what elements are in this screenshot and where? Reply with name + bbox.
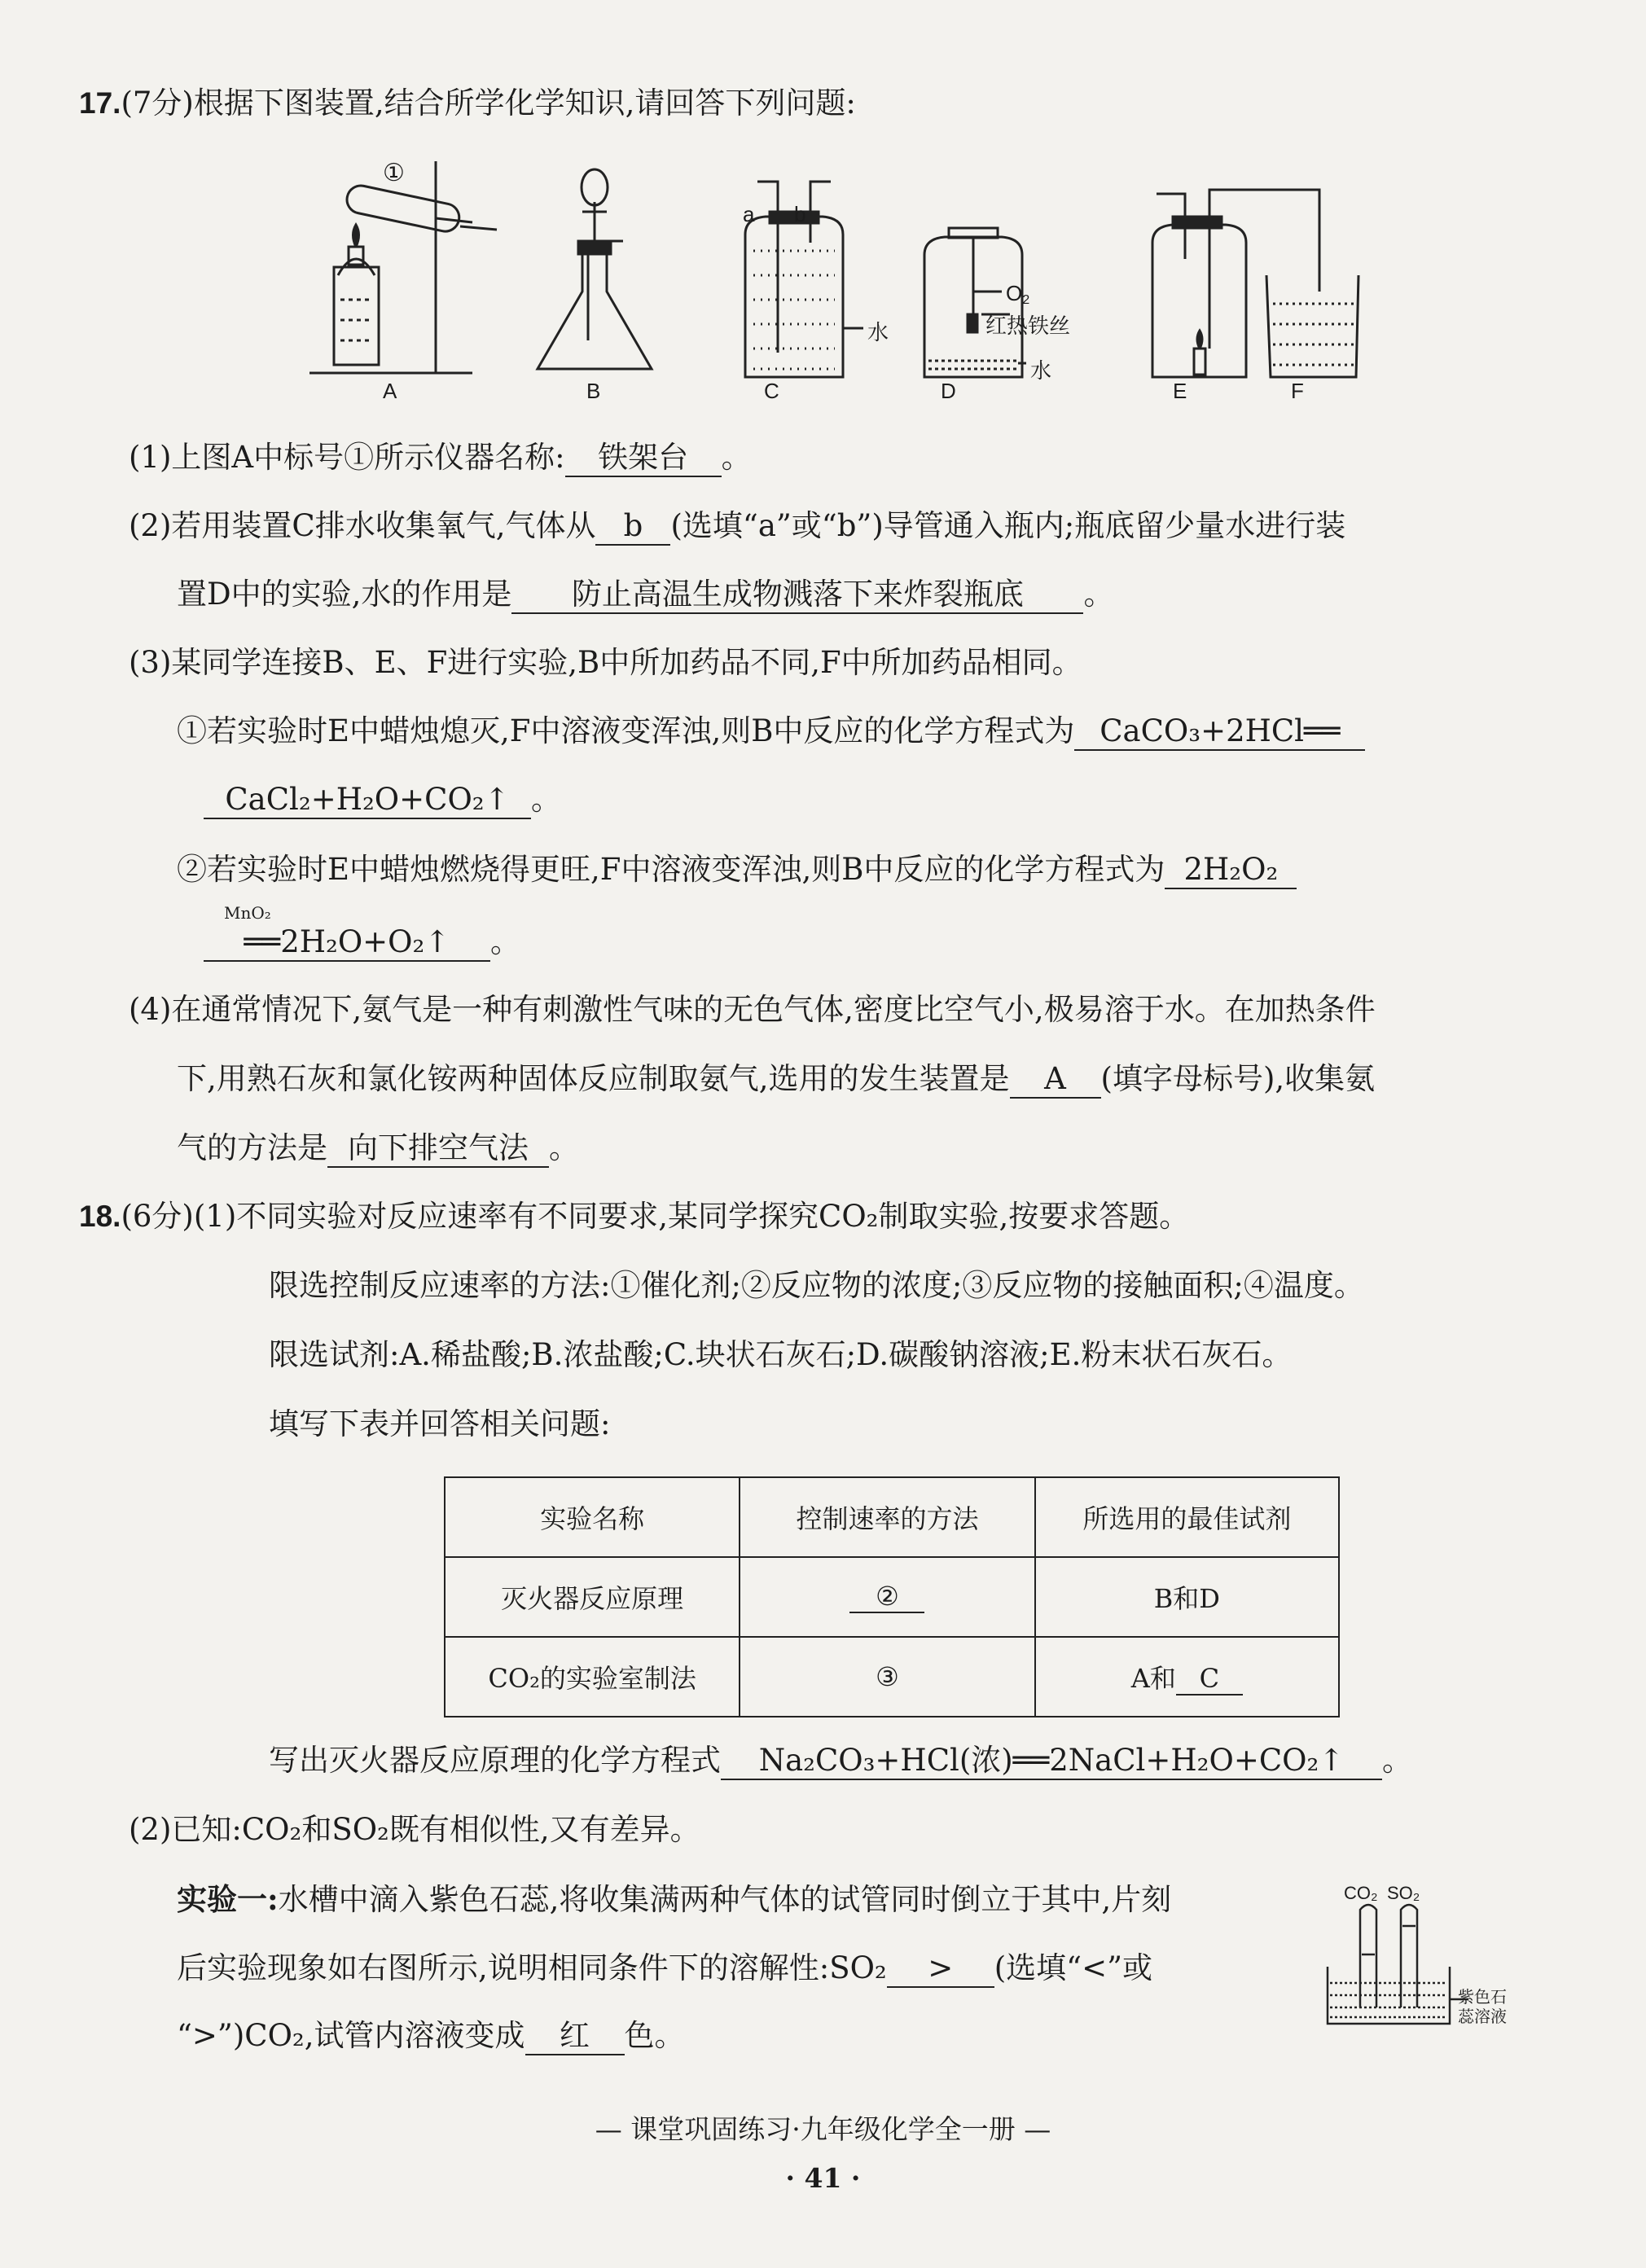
- q17-part3-2: ②若实验时E中蜡烛燃烧得更旺,F中溶液变浑浊,则B中反应的化学方程式为 2H₂O₂: [177, 852, 1297, 889]
- q18-number: 18.: [79, 1200, 121, 1233]
- table-header: 控制速率的方法: [740, 1477, 1034, 1557]
- q17-part2: (2)若用装置C排水收集氧气,气体从 b (选填“a”或“b”)导管通入瓶内;瓶底留少量水进行装: [129, 508, 1345, 546]
- figure-d-water: 水: [1030, 359, 1052, 384]
- q17-number: 17.: [79, 86, 121, 120]
- figure-tube-a: a: [743, 202, 755, 226]
- q18-intro: [79, 1199, 1189, 1235]
- apparatus-figure: [301, 153, 1360, 422]
- q18-reagents: 限选试剂:A.稀盐酸;B.浓盐酸;C.块状石灰石;D.碳酸钠溶液;E.粉末状石灰石。: [269, 1337, 1293, 1372]
- q18-part2: (2)已知:CO₂和SO₂既有相似性,又有差异。: [129, 1812, 700, 1847]
- page-number: · 41 ·: [785, 2162, 861, 2194]
- q17-intro-text: (7分)根据下图装置,结合所学化学知识,请回答下列问题:: [121, 86, 856, 121]
- figure-label-c: C: [764, 379, 779, 403]
- answer-instrument: 铁架台: [565, 440, 722, 477]
- figure-label-f: F: [1291, 379, 1304, 403]
- footer-title: — 课堂巩固练习·九年级化学全一册 —: [595, 2113, 1051, 2145]
- table-cell-method: ②: [740, 1557, 1034, 1637]
- table-cell-reagent: A和 C: [1035, 1637, 1339, 1717]
- q17-part3: (3)某同学连接B、E、F进行实验,B中所加药品不同,F中所加药品相同。: [129, 645, 1082, 680]
- apparatus-f: [1266, 275, 1358, 377]
- table-cell-reagent: B和D: [1035, 1557, 1339, 1637]
- q18-methods: 限选控制反应速率的方法:①催化剂;②反应物的浓度;③反应物的接触面积;④温度。: [269, 1268, 1364, 1303]
- table-cell-name: 灭火器反应原理: [445, 1557, 740, 1637]
- table-header: 实验名称: [445, 1477, 740, 1557]
- answer-extinguisher-eq: Na₂CO₃+HCl(浓)══2NaCl+H₂O+CO₂↑: [721, 1743, 1382, 1780]
- apparatus-e: [1152, 190, 1319, 377]
- q17-part3-1b: CaCl₂+H₂O+CO₂↑ 。: [204, 782, 561, 819]
- figure-label-e: E: [1173, 379, 1187, 403]
- q18-equation: 写出灭火器反应原理的化学方程式 Na₂CO₃+HCl(浓)══2NaCl+H₂O+CO₂↑ 。: [269, 1743, 1412, 1780]
- answer-eq1-line1: CaCO₃+2HCl══: [1074, 713, 1365, 751]
- q17-part4: (4)在通常情况下,氨气是一种有刺激性气味的无色气体,密度比空气小,极易溶于水。在加热条件: [129, 992, 1376, 1027]
- figure-tube-b: b: [794, 202, 806, 226]
- figure-label-a: A: [383, 379, 397, 403]
- q18-exp-line2: 后实验现象如右图所示,说明相同条件下的溶解性:SO₂ > (选填“<”或: [177, 1950, 1152, 1988]
- q18-exp-line1: 实验一:水槽中滴入紫色石蕊,将收集满两种气体的试管同时倒立于其中,片刻: [177, 1881, 1172, 1917]
- figure-d-o2: $O_2$: [1006, 281, 1030, 308]
- answer-solubility: >: [887, 1950, 994, 1988]
- apparatus-a: [309, 161, 497, 373]
- q17-part2b: 置D中的实验,水的作用是 防止高温生成物溅落下来炸裂瓶底 。: [177, 577, 1113, 614]
- table-header-row: [445, 1477, 1339, 1557]
- experiment-title: 实验一:: [177, 1881, 279, 1917]
- table-cell-method: ③: [740, 1637, 1034, 1717]
- catalyst-label: MnO₂: [224, 903, 271, 923]
- answer-eq2-line2: ══2H₂O+O₂↑: [204, 924, 490, 962]
- apparatus-b: [538, 169, 652, 369]
- figure-label-b: B: [586, 379, 601, 403]
- q18-intro-text: (6分)(1)不同实验对反应速率有不同要求,某同学探究CO₂制取实验,按要求答题。: [121, 1199, 1190, 1234]
- figure-marker: ①: [383, 159, 405, 187]
- q17-part4b: 下,用熟石灰和氯化铵两种固体反应制取氨气,选用的发生装置是 A (填字母标号),收集氨: [177, 1061, 1375, 1099]
- figure-label-d: D: [941, 379, 956, 403]
- answer-color: 红: [525, 2018, 625, 2055]
- answer-eq1-line2: CaCl₂+H₂O+CO₂↑: [204, 782, 531, 819]
- tube-label-co2: CO₂: [1344, 1883, 1378, 1903]
- tube-label-so2: SO₂: [1387, 1883, 1420, 1903]
- answer-generator: A: [1010, 1061, 1101, 1099]
- q18-fill: 填写下表并回答相关问题:: [269, 1406, 611, 1441]
- q17-part4c: 气的方法是 向下排空气法 。: [177, 1130, 579, 1168]
- litmus-label: 紫色石蕊溶液: [1458, 1987, 1507, 2026]
- answer-water-purpose: 防止高温生成物溅落下来炸裂瓶底: [511, 577, 1083, 614]
- table-row: [445, 1637, 1339, 1717]
- table-header: 所选用的最佳试剂: [1035, 1477, 1339, 1557]
- answer-tube: b: [595, 508, 670, 546]
- figure-c-water: 水: [867, 321, 889, 345]
- q17-intro: [79, 86, 856, 121]
- rate-table: [444, 1476, 1340, 1717]
- q17-part3-2b: MnO₂ ══2H₂O+O₂↑ 。: [204, 924, 520, 962]
- table-cell-name: CO₂的实验室制法: [445, 1637, 740, 1717]
- answer-collect-method: 向下排空气法: [327, 1130, 549, 1168]
- table-row: [445, 1557, 1339, 1637]
- q17-part1: (1)上图A中标号①所示仪器名称: 铁架台 。: [129, 440, 752, 477]
- q18-exp-line3: “>”)CO₂,试管内溶液变成 红 色。: [177, 2018, 685, 2055]
- answer-eq2-line1: 2H₂O₂: [1165, 852, 1297, 889]
- figure-d-iron: 红热铁丝: [985, 314, 1071, 339]
- test-tube-figure: [1323, 1893, 1470, 2032]
- q17-part3-1: ①若实验时E中蜡烛熄灭,F中溶液变浑浊,则B中反应的化学方程式为 CaCO₃+2HCl══: [177, 713, 1365, 751]
